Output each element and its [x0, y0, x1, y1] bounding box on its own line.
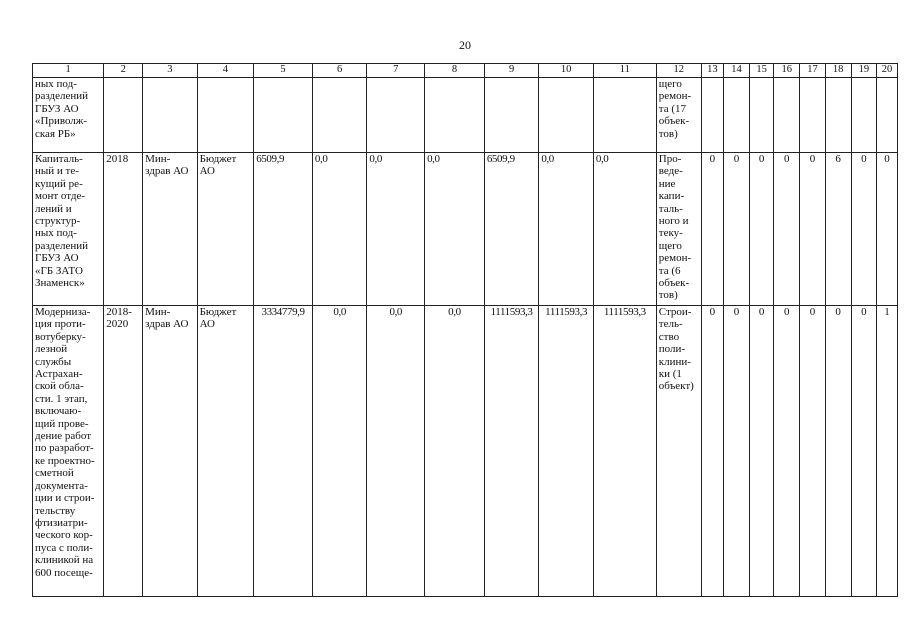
- funding-source: Бюджет АО: [197, 306, 254, 597]
- value-cell: 0,0: [367, 306, 425, 597]
- column-header: 1: [33, 64, 104, 78]
- indicator-cell: 6: [825, 153, 851, 306]
- column-header: 8: [425, 64, 485, 78]
- column-header: 14: [723, 64, 749, 78]
- executor: Мин- здрав АО: [143, 153, 198, 306]
- column-header: 9: [484, 64, 539, 78]
- executor: [143, 78, 198, 153]
- indicator-cell: 0: [750, 153, 774, 306]
- column-header: 20: [876, 64, 897, 78]
- indicator-cell: 0: [750, 306, 774, 597]
- value-cell: 0,0: [425, 153, 485, 306]
- value-cell: 0,0: [312, 153, 367, 306]
- indicator-cell: 0: [800, 153, 825, 306]
- indicator-cell: [750, 78, 774, 153]
- indicator-cell: 0: [701, 306, 723, 597]
- column-header: 3: [143, 64, 198, 78]
- value-cell: [367, 78, 425, 153]
- column-header: 17: [800, 64, 825, 78]
- value-cell: 0,0: [367, 153, 425, 306]
- column-header: 19: [851, 64, 876, 78]
- column-header: 4: [197, 64, 254, 78]
- result-text: щего ремон- та (17 объек- тов): [656, 78, 701, 153]
- value-cell: 1111593,3: [484, 306, 539, 597]
- indicator-cell: [800, 78, 825, 153]
- measure-name: Модерниза- ция проти- вотуберку- лезной службы Астрахан- ской обла- сти. 1 этап, включаю- щий прове- дение работ по разработ- ке проектно- сметной документа- ции и строи- тельству фтизиатри- ческого кор- пуса с поли- клиникой на 600 посеще-: [33, 306, 104, 597]
- table-row: [33, 153, 898, 306]
- column-header: 2: [104, 64, 143, 78]
- indicator-cell: 0: [876, 153, 897, 306]
- value-cell: 0,0: [593, 153, 656, 306]
- column-header: 13: [701, 64, 723, 78]
- executor: Мин- здрав АО: [143, 306, 198, 597]
- total-value: [254, 78, 313, 153]
- value-cell: [425, 78, 485, 153]
- period: 2018: [104, 153, 143, 306]
- indicator-cell: 0: [851, 153, 876, 306]
- indicator-cell: [723, 78, 749, 153]
- value-cell: 6509,9: [484, 153, 539, 306]
- indicator-cell: [876, 78, 897, 153]
- value-cell: 0,0: [425, 306, 485, 597]
- indicator-cell: 0: [825, 306, 851, 597]
- indicator-cell: [825, 78, 851, 153]
- indicator-cell: [851, 78, 876, 153]
- indicator-cell: 0: [800, 306, 825, 597]
- column-header: 11: [593, 64, 656, 78]
- value-cell: [484, 78, 539, 153]
- measure-name: Капиталь- ный и те- кущий ре- монт отде- лений и структур- ных под- разделений ГБУЗ АО «ГБ ЗАТО Знаменск»: [33, 153, 104, 306]
- indicator-cell: 0: [851, 306, 876, 597]
- measure-name: ных под- разделений ГБУЗ АО «Приволж- ская РБ»: [33, 78, 104, 153]
- indicator-cell: 0: [701, 153, 723, 306]
- value-cell: 0,0: [539, 153, 594, 306]
- column-header: 5: [254, 64, 313, 78]
- result-text: Строи- тель- ство поли- клини- ки (1 объект): [656, 306, 701, 597]
- column-header: 16: [774, 64, 800, 78]
- indicator-cell: 0: [723, 306, 749, 597]
- indicator-cell: [701, 78, 723, 153]
- total-value: 6509,9: [254, 153, 313, 306]
- funding-source: [197, 78, 254, 153]
- value-cell: [539, 78, 594, 153]
- column-header: 7: [367, 64, 425, 78]
- indicator-cell: 1: [876, 306, 897, 597]
- budget-table: [32, 63, 898, 597]
- column-header: 6: [312, 64, 367, 78]
- page-number: 20: [459, 38, 471, 52]
- column-header: 12: [656, 64, 701, 78]
- funding-source: Бюджет АО: [197, 153, 254, 306]
- period: [104, 78, 143, 153]
- table-row: [33, 78, 898, 153]
- total-value: 3334779,9: [254, 306, 313, 597]
- column-header: 10: [539, 64, 594, 78]
- value-cell: 1111593,3: [593, 306, 656, 597]
- indicator-cell: 0: [723, 153, 749, 306]
- value-cell: [312, 78, 367, 153]
- value-cell: 1111593,3: [539, 306, 594, 597]
- value-cell: [593, 78, 656, 153]
- indicator-cell: 0: [774, 153, 800, 306]
- indicator-cell: [774, 78, 800, 153]
- table-row: [33, 306, 898, 597]
- value-cell: 0,0: [312, 306, 367, 597]
- period: 2018- 2020: [104, 306, 143, 597]
- header-row: [33, 64, 898, 78]
- result-text: Про- веде- ние капи- таль- ного и теку- щего ремон- та (6 объек- тов): [656, 153, 701, 306]
- column-header: 18: [825, 64, 851, 78]
- column-header: 15: [750, 64, 774, 78]
- indicator-cell: 0: [774, 306, 800, 597]
